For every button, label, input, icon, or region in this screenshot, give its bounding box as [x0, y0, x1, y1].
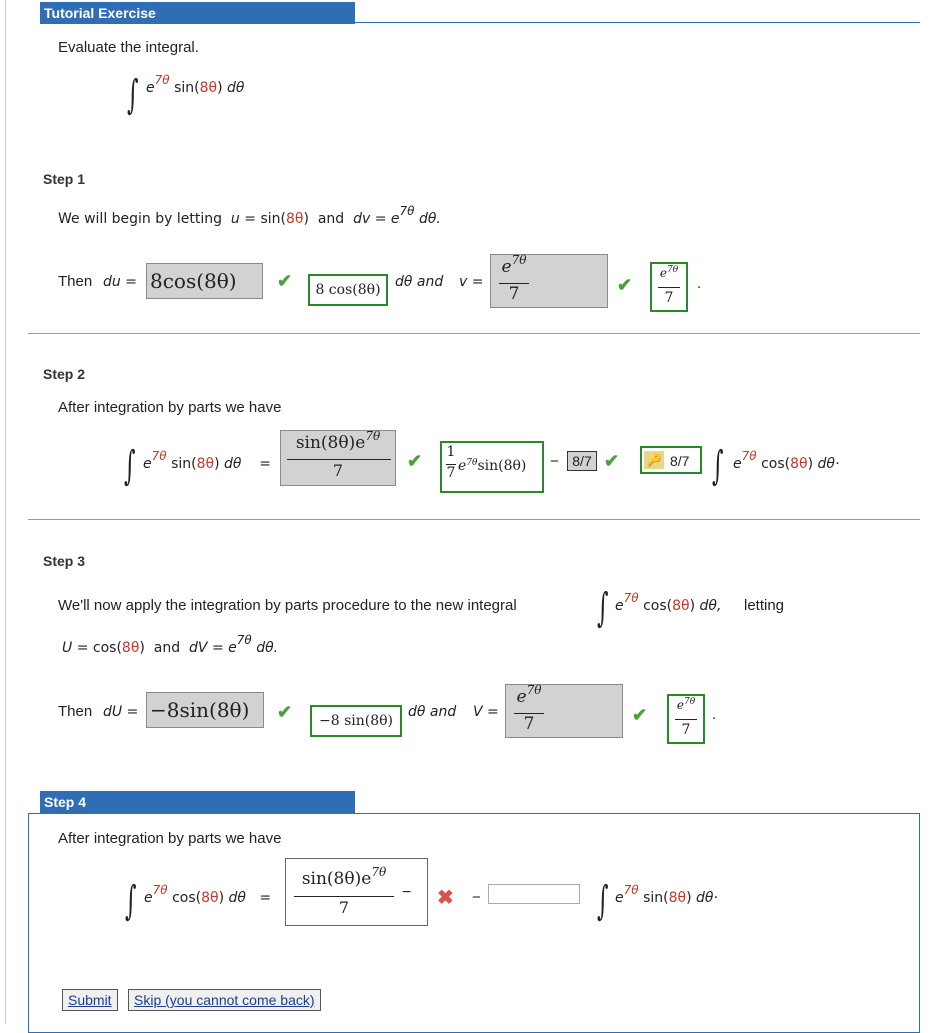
step3-line2: U = cos(8θ) and dV = e7θ dθ. [62, 633, 279, 656]
check-icon: ✔ [617, 275, 633, 295]
integral-sign: ∫ [597, 585, 609, 631]
step4-lhs: e7θ cos(8θ) dθ = [144, 883, 272, 906]
step4-label: Step 4 [40, 791, 355, 813]
step1-period: . [697, 275, 702, 292]
step1-then: Then [58, 273, 93, 290]
du-answer-box[interactable]: 8cos(8θ) [146, 263, 263, 299]
problem-integrand: e7θ sin(8θ) dθ [146, 73, 245, 96]
step3-V-label: V = [473, 704, 499, 720]
check-icon: ✔ [632, 705, 648, 725]
check-icon: ✔ [277, 271, 293, 291]
divider [28, 333, 920, 334]
v-answer-box[interactable] [490, 254, 608, 308]
check-icon: ✔ [277, 702, 293, 722]
step4-minus: − [472, 889, 481, 906]
step3-period: . [712, 706, 717, 723]
coef-correct-box: 🔑 8/7 [640, 446, 702, 474]
step4-intro: After integration by parts we have [58, 830, 282, 847]
tutorial-header: Tutorial Exercise [40, 2, 355, 24]
step2-intro: After integration by parts we have [58, 399, 282, 416]
step3-intro: We'll now apply the integration by parts procedure to the new integral [58, 597, 517, 614]
step2-rhs: e7θ cos(8θ) dθ· [733, 449, 840, 472]
integral-sign: ∫ [712, 443, 724, 489]
V-answer-box[interactable]: $e^{7\theta}$ 7 [505, 684, 623, 738]
problem-prompt: Evaluate the integral. [58, 39, 199, 56]
wrong-icon: ✖ [437, 887, 454, 909]
step3-dU-label: dU = [103, 704, 139, 720]
step4-answer-box[interactable]: $\sin(8\theta)e^{7\theta}$ 7 − [285, 858, 428, 926]
V-correct-box: $e^{7\theta}$ 7 [667, 694, 705, 744]
check-icon: ✔ [604, 451, 620, 471]
v-answer-den: 7 [508, 284, 520, 304]
step3-then: Then [58, 703, 93, 720]
divider [28, 519, 920, 520]
integral-sign: ∫ [127, 72, 139, 118]
left-border [5, 0, 6, 1024]
header-rule [355, 22, 920, 23]
integral-sign: ∫ [125, 878, 137, 924]
step2-correct-box: 1 7 $e^{7\theta}\sin(8\theta)$ [440, 441, 544, 493]
step1-v-label: v = [459, 274, 484, 290]
step2-minus: − [550, 453, 559, 470]
step1-label: Step 1 [43, 171, 86, 187]
skip-button[interactable]: Skip (you cannot come back) [128, 989, 321, 1011]
submit-button[interactable]: Submit [62, 989, 118, 1011]
v-correct-box: $e^{7\theta}$ 7 [650, 262, 688, 312]
step2-answer-box[interactable]: $\sin(8\theta)e^{7\theta}$ 7 [280, 430, 396, 486]
step4-coefficient-input[interactable] [488, 884, 580, 904]
step4-rhs: e7θ sin(8θ) dθ· [615, 883, 718, 906]
step3-new-integral: e7θ cos(8θ) dθ, [615, 591, 722, 614]
integral-sign: ∫ [124, 443, 136, 489]
step3-letting: letting [744, 597, 785, 614]
step3-dtheta-and: dθ and [408, 704, 457, 720]
coef-answer-box[interactable]: 8/7 [567, 451, 597, 471]
step1-du-label: du = [103, 274, 137, 290]
step3-label: Step 3 [43, 553, 86, 569]
v-answer-num: $e^{7\theta}$ [501, 253, 527, 277]
integral-sign: ∫ [597, 878, 609, 924]
step2-lhs: e7θ sin(8θ) dθ = [143, 449, 271, 472]
dU-answer-box[interactable]: −8sin(8θ) [146, 692, 264, 728]
check-icon: ✔ [407, 451, 423, 471]
step2-label: Step 2 [43, 366, 86, 382]
du-correct-box: 8 cos(8θ) [308, 274, 388, 306]
key-icon: 🔑 [644, 451, 664, 469]
step1-line1: We will begin by letting u = sin(8θ) and dv = e7θ dθ. [58, 204, 441, 227]
step1-dtheta-and: dθ and [395, 274, 444, 290]
dU-correct-box: −8 sin(8θ) [310, 705, 402, 737]
